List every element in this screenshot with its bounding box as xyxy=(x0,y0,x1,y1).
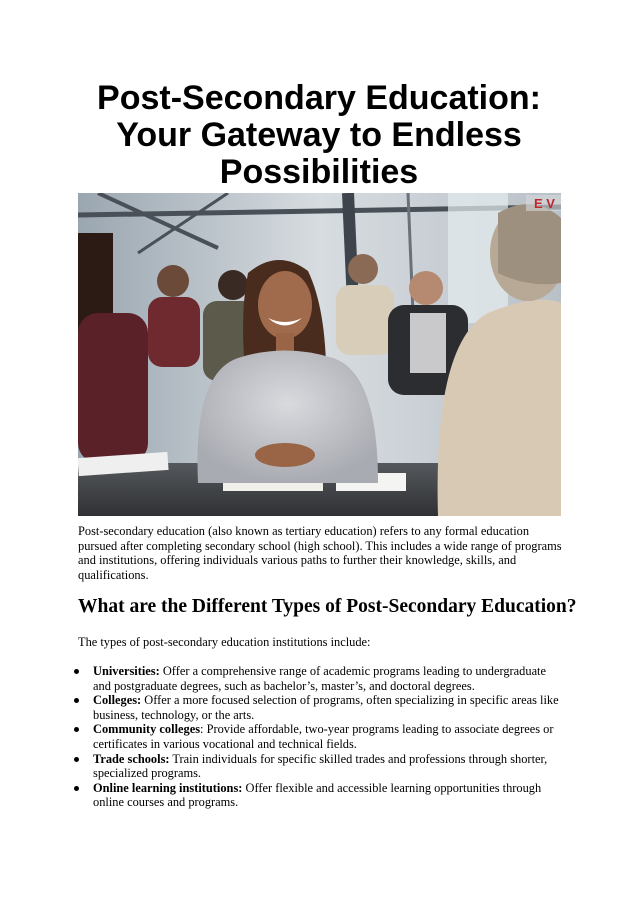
page-title xyxy=(60,80,578,191)
bullet-icon xyxy=(74,727,79,732)
intro-paragraph xyxy=(78,524,564,582)
intro-line-4: qualifications. xyxy=(78,567,149,582)
item-text: : Provide affordable, two-year programs leading to associate degrees or xyxy=(200,722,554,737)
item-term: Colleges: xyxy=(93,693,142,708)
classroom-photo-illustration xyxy=(78,193,561,516)
bullet-icon xyxy=(74,786,79,791)
bullet-icon xyxy=(74,669,79,674)
item-term: Trade schools: xyxy=(93,751,170,766)
list-item xyxy=(78,722,564,751)
intro-line-3: and institutions, offering individuals various paths to further their knowledge, skills, and xyxy=(78,553,517,568)
item-text-continued: and postgraduate degrees, such as bachelor’s, master’s, and doctoral degrees. xyxy=(93,678,475,693)
title-line-3: Possibilities xyxy=(219,153,419,191)
list-item xyxy=(78,781,564,810)
item-text: Offer a more focused selection of programs, often specializing in specific areas like xyxy=(141,693,559,708)
item-term: Universities: xyxy=(93,664,160,678)
intro-line-1: Post-secondary education (also known as tertiary education) refers to any formal education xyxy=(78,524,530,538)
bullet-icon xyxy=(74,698,79,703)
item-text: Offer a comprehensive range of academic programs leading to undergraduate xyxy=(159,664,547,678)
title-line-1: Post-Secondary Education: xyxy=(97,79,541,117)
item-text: Train individuals for specific skilled trades and professions through shorter, xyxy=(169,751,548,766)
photo-watermark: E V xyxy=(534,196,555,211)
list-item xyxy=(78,693,564,722)
item-text-continued: online courses and programs. xyxy=(93,795,239,810)
item-text-continued: certificates in various vocational and technical fields. xyxy=(93,736,357,751)
item-term: Community colleges xyxy=(93,722,201,737)
section-lead: The types of post-secondary education institutions include: xyxy=(78,635,371,649)
list-item xyxy=(78,752,564,781)
bullet-icon xyxy=(74,757,79,762)
types-list xyxy=(78,664,564,810)
item-text: Offer flexible and accessible learning opportunities through xyxy=(242,780,542,795)
list-item xyxy=(78,664,564,693)
intro-line-2: pursued after completing secondary school (high school). This includes a wide range of programs xyxy=(78,538,562,553)
item-text-continued: business, technology, or the arts. xyxy=(93,707,255,722)
classroom-photo xyxy=(78,193,561,516)
item-term: Online learning institutions: xyxy=(93,780,243,795)
section-heading: What are the Different Types of Post-Secondary Education? xyxy=(78,596,577,617)
item-text-continued: specialized programs. xyxy=(93,766,202,781)
title-line-2: Your Gateway to Endless xyxy=(116,116,522,154)
